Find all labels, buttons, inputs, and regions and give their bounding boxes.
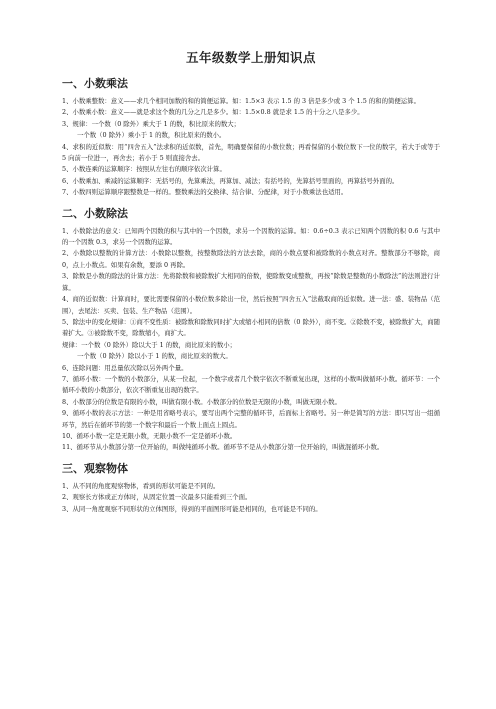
paragraph: 4、求积的近似数：用“四舍五入”法求积的近似数，首先，明确要保留的小数位数；再看保留的小数位数下一位的数字，若大于或等于 5 向前一位进一，再舍去；若小于 5 则直接舍去。 [62, 142, 440, 163]
paragraph: 6、小数乘加、乘减的运算顺序：无括号的，先算乘法，再算加、减法；有括号的，先算括号里面的，再算括号外面的。 [62, 176, 399, 185]
paragraph: 5、小数连乘的运算顺序：按照从左往右的顺序依次计算。 [62, 165, 226, 174]
paragraph: 5、除法中的变化规律：①商不变性质：被除数和除数同时扩大或缩小相同的倍数（0 除外），商不变。②除数不变，被除数扩大，商随着扩大。③被除数不变，除数缩小，商扩大。 [62, 317, 440, 338]
paragraph: 11、循环节从小数部分第一位开始的，叫做纯循环小数。循环节不是从小数部分第一位开始的，叫做混循环小数。 [62, 443, 384, 452]
paragraph-indented: 一个数（0 除外）乘小于 1 的数，积比原来的数小。 [77, 131, 226, 140]
paragraph: 规律：一个数（0 除外）除以大于 1 的数，商比原来的数小； [62, 340, 236, 349]
paragraph: 3、除数是小数的除法的计算方法：先将除数和被除数扩大相同的倍数，使除数变成整数，再按“除数是整数的小数除法”的法则进行计算。 [62, 272, 440, 292]
paragraph: 2、观察长方体或正方体时，从固定位置一次最多只能看到三个面。 [62, 493, 252, 502]
paragraph: 6、连除问题：用总量依次除以另外两个量。 [62, 363, 188, 372]
section-heading-observing-objects: 三、观察物体 [62, 461, 128, 475]
paragraph: 4、商的近似数：计算商时，要比需要保留的小数位数多除出一位，然后按照“四舍五入”法截取商的近似数。进一法：盛、装物品（范围），去尾法：买卖、包装、生产物品（范围）。 [62, 295, 440, 315]
paragraph: 2、小数乘小数：意义——就是求这个数的几分之几是多少。如：1.5×0.8 就是求 1.5 的十分之八是多少。 [62, 108, 364, 117]
paragraph: 3、规律：一个数（0 除外）乘大于 1 的数，积比原来的数大； [62, 119, 241, 128]
paragraph: 3、从同一角度观察不同形状的立体图形，得到的平面图形可能是相同的，也可能是不同的。 [62, 504, 322, 513]
paragraph: 7、小数四则运算顺序跟整数是一样的。整数乘法的交换律、结合律、分配律，对于小数乘法也适用。 [62, 188, 348, 197]
section-heading-division: 二、小数除法 [62, 206, 128, 220]
section-heading-multiplication: 一、小数乘法 [62, 77, 128, 90]
page-title: 五年级数学上册知识点 [185, 50, 316, 65]
paragraph: 7、循环小数：一个数的小数部分，从某一位起，一个数字或者几个数字依次不断重复出现，这样的小数叫做循环小数。循环节：一个循环小数的小数部分，依次不断重复出现的数字。 [62, 374, 440, 395]
paragraph: 10、循环小数一定是无限小数，无限小数不一定是循环小数。 [62, 431, 237, 440]
paragraph: 8、小数部分的位数是有限的小数，叫做有限小数。小数部分的位数是无限的小数，叫做无限小数。 [62, 397, 341, 406]
paragraph: 1、小数除法的意义：已知两个因数的积与其中的一个因数，求另一个因数的运算。如：0.6÷0.3 表示已知两个因数的积 0.6 与其中的一个因数 0.3，求另一个因数的运算。 [62, 226, 440, 247]
paragraph: 1、小数乘整数：意义——求几个相同加数的和的简便运算。如：1.5×3 表示 1.5 的 3 倍是多少或 3 个 1.5 的和的简便运算。 [62, 97, 420, 105]
paragraph-indented: 一个数（0 除外）除以小于 1 的数，商比原来的数大。 [77, 352, 232, 361]
paragraph: 9、循环小数的表示方法：一种是用省略号表示，要写出两个完整的循环节，后面标上省略号。另一种是简写的方法：即只写出一组循环节，然后在循环节的第一个数字和最后一个数上面点上圆点。 [62, 409, 440, 429]
paragraph: 2、小数除以整数的计算方法：小数除以整数，按整数除法的方法去除，商的小数点要和被除数的小数点对齐。整数部分不够除，商 0，点上小数点。如果有余数，要添 0 再除。 [62, 249, 440, 269]
paragraph: 1、从不同的角度观察物体，看到的形状可能是不同的。 [62, 481, 220, 490]
